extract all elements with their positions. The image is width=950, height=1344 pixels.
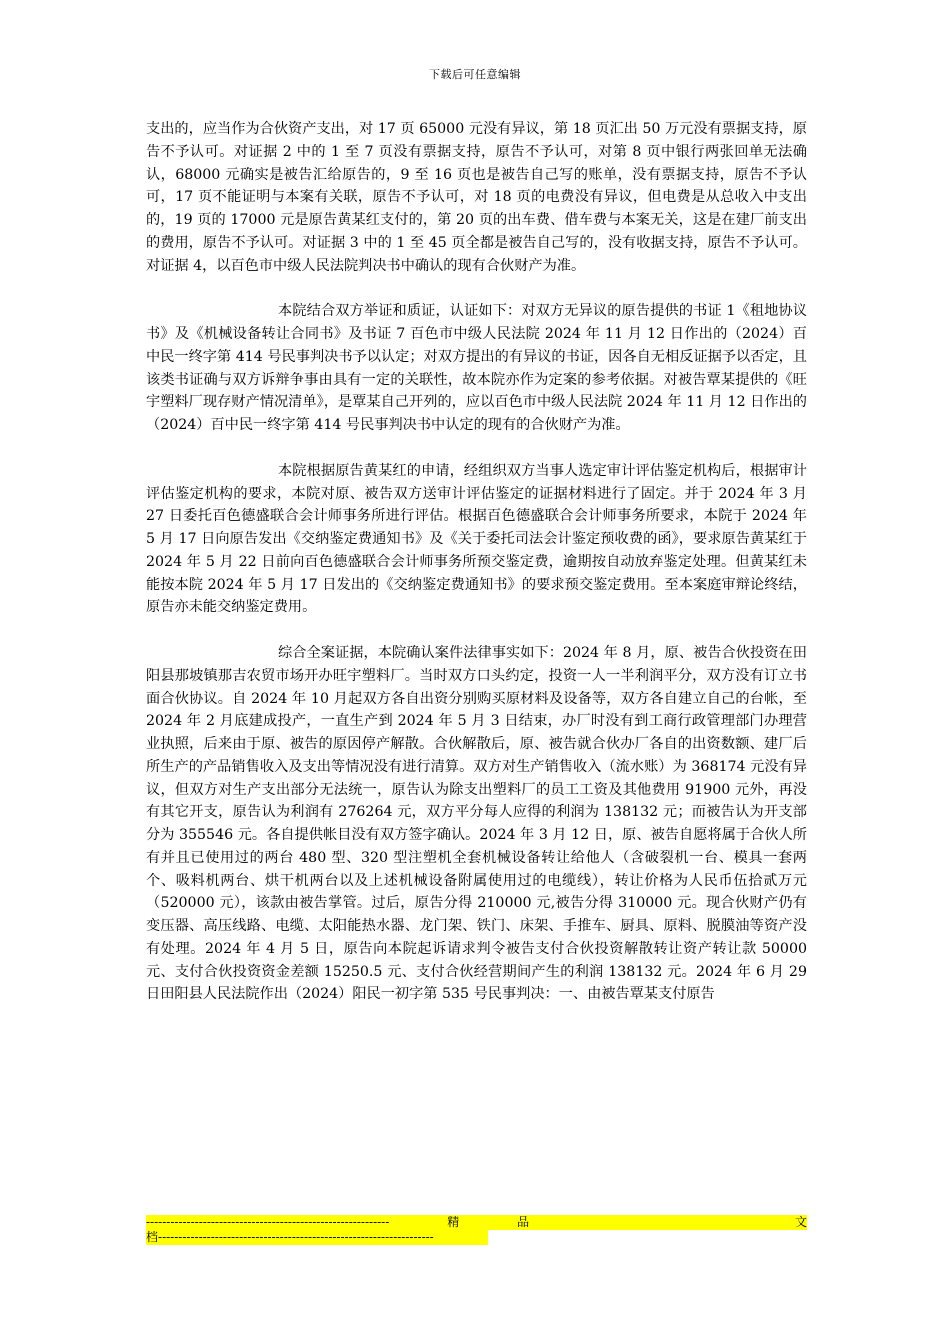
footer-dashes-b: -------------------------------------------------------------------- <box>158 1230 434 1244</box>
document-body <box>146 118 807 1006</box>
footer-word-1: 精 <box>447 1215 460 1229</box>
page-header: 下载后可任意编辑 <box>429 68 521 81</box>
paragraph-2: 本院结合双方举证和质证，认证如下：对双方无异议的原告提供的书证 1《租地协议书》及《机械设备转让合同书》及书证 7 百色市中级人民法院 2024 年 11 月 12 日作出的（2024）百中民一终字第 414 号民事判决书予以认定；对双方提出的有异议的书证，因各自无相反证据予以否定，且该类书证确与双方诉辩争事由具有一定的关联性，故本院亦作为定案的参考依据。对被告覃某提供的《旺宇塑料厂现存财产情况清单》，是覃某自己开列的，应以百色市中级人民法院 2024 年 11 月 12 日作出的（2024）百中民一终字第 414 号民事判决书中认定的现有的合伙财产为准。 <box>146 303 807 433</box>
paragraph-4: 综合全案证据，本院确认案件法律事实如下：2024 年 8 月，原、被告合伙投资在田阳县那坡镇那吉农贸市场开办旺宇塑料厂。当时双方口头约定，投资一人一半利润平分，双方没有订立书面合伙协议。自 2024 年 10 月起双方各自出资分别购买原材料及设备等，双方各自建立自己的台帐，至 2024 年 2 月底建成投产，一直生产到 2024 年 5 月 3 日结束，办厂时没有到工商行政管理部门办理营业执照，后来由于原、被告的原因停产解散。合伙解散后，原、被告就合伙办厂各自的出资数额、建厂后所生产的产品销售收入及支出等情况没有进行清算。双方对生产销售收入（流水账）为 368174 元没有异议，但双方对生产支出部分无法统一，原告认为除支出塑料厂的员工工资及其他费用 91900 元外，再没有其它开支，原告认为利润有 276264 元，双方平分每人应得的利润为 138132 元；而被告认为开支部分为 355546 元。各自提供帐目没有双方签字确认。2024 年 3 月 12 日，原、被告自愿将属于合伙人所有并且已使用过的两台 480 型、320 型注塑机全套机械设备转让给他人（含破裂机一台、模具一套两个、吸料机两台、烘干机两台以及上述机械设备附属使用过的电缆线），转让价格为人民币伍拾贰万元（520000 元），该款由被告掌管。过后，原告分得 210000 元,被告分得 310000 元。现合伙财产仍有变压器、高压线路、电缆、太阳能热水器、龙门架、铁门、床架、手推车、厨具、原料、脱膜油等资产没有处理。2024 年 4 月 5 日，原告向本院起诉请求判令被告支付合伙投资解散转让资产转让款 50000 元、支付合伙投资资金差额 15250.5 元、支付合伙经营期间产生的利润 138132 元。2024 年 6 月 29 日田阳县人民法院作出（2024）阳民一初字第 535 号民事判决：一、由被告覃某支付原告 <box>146 645 807 1003</box>
paragraph-3: 本院根据原告黄某红的申请，经组织双方当事人选定审计评估鉴定机构后，根据审计评估鉴定机构的要求，本院对原、被告双方送审计评估鉴定的证据材料进行了固定。并于 2024 年 3 月 27 日委托百色德盛联合会计师事务所进行评估。根据百色德盛联合会计师事务所要求，本院于 2024 年 5 月 17 日向原告发出《交纳鉴定费通知书》及《关于委托司法会计鉴定预收费的函》，要求原告黄某红于 2024 年 5 月 22 日前向百色德盛联合会计师事务所预交鉴定费，逾期按自动放弃鉴定处理。但黄某红未能按本院 2024 年 5 月 17 日发出的《交纳鉴定费通知书》的要求预交鉴定费用。至本案庭审辩论终结，原告亦未能交纳鉴定费用。 <box>146 462 807 616</box>
footer-word-4: 档 <box>146 1230 159 1244</box>
footer-spacer <box>587 1215 737 1230</box>
footer-word-3: 文 <box>794 1215 807 1229</box>
footer-watermark <box>146 1215 807 1249</box>
footer-dashes-a: ------------------------------------------------------------ <box>146 1215 390 1229</box>
footer-word-2: 品 <box>517 1215 530 1229</box>
paragraph-1: 支出的，应当作为合伙资产支出，对 17 页 65000 元没有异议，第 18 页汇出 50 万元没有票据支持，原告不予认可。对证据 2 中的 1 至 7 页没有票据支持，原告不予认可，对第 8 页中银行两张回单无法确认，68000 元确实是被告汇给原告的，9 至 16 页也是被告自己写的账单，没有票据支持，原告不予认可，17 页不能证明与本案有关联，原告不予认可，对 18 页的电费没有异议，但电费是从总收入中支出的，19 页的 17000 元是原告黄某红支付的，第 20 页的出车费、借车费与本案无关，这是在建厂前支出的费用，原告不予认可。对证据 3 中的 1 至 45 页全都是被告自己写的，没有收据支持，原告不予认可。对证据 4，以百色市中级人民法院判决书中确认的现有合伙财产为准。 <box>146 121 807 274</box>
